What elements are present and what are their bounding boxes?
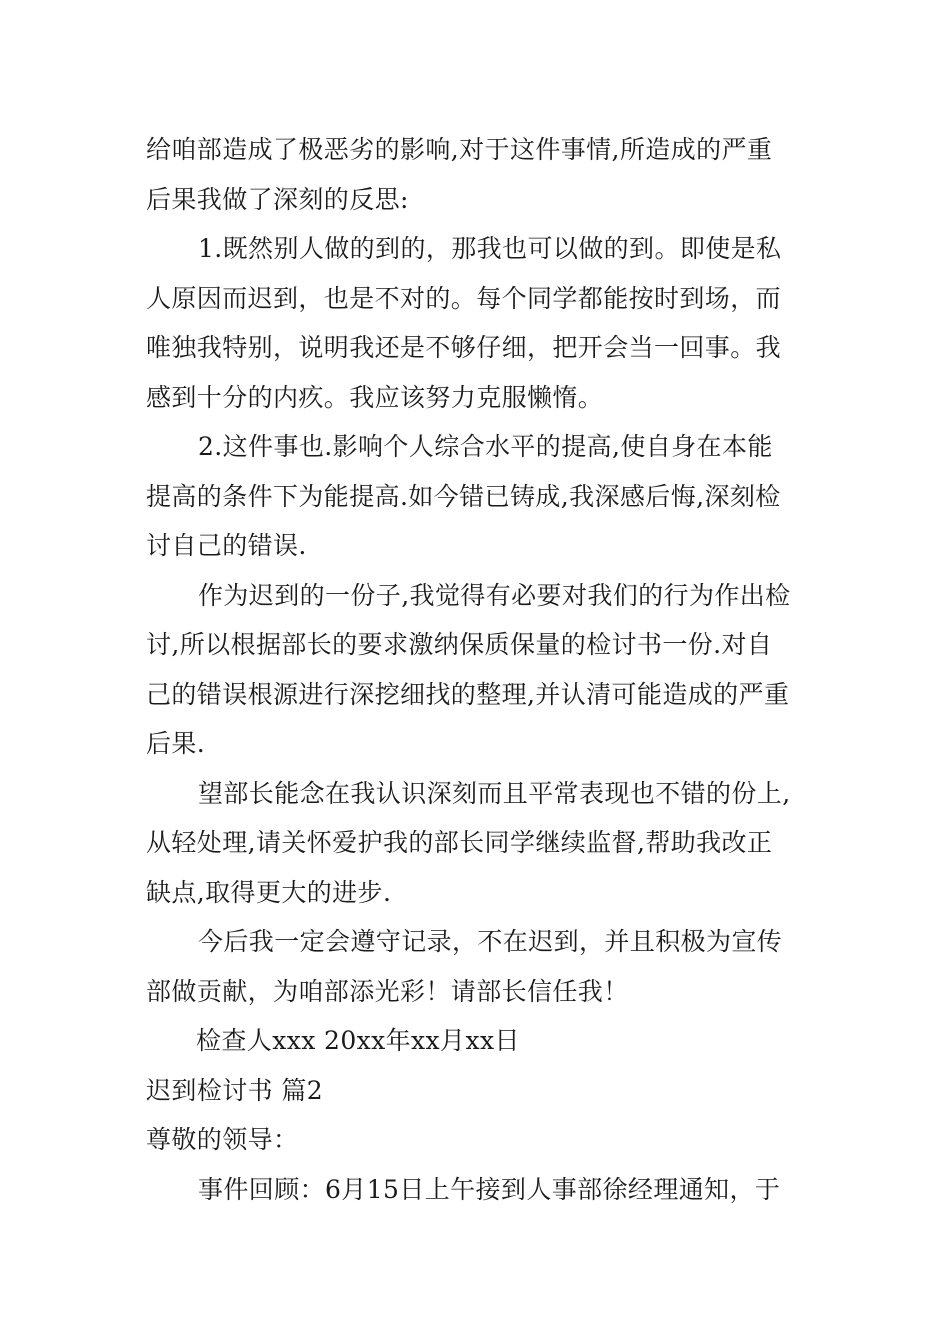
text-line: 感到十分的内疚。我应该努力克服懒惰。 [146,382,604,412]
document-body [146,125,810,1214]
text-line: 讨自己的错误. [146,531,307,560]
salutation: 尊敬的领导： [146,1125,299,1154]
text-line: 作为迟到的一份子,我觉得有必要对我们的行为作出检 [198,580,791,610]
section-title: 迟到检讨书 篇2 [146,1075,324,1105]
text-line: 从轻处理,请关怀爱护我的部长同学继续监督,帮助我改正 [146,828,773,857]
text-line: 提高的条件下为能提高.如今错已铸成,我深感后悔,深刻检 [146,481,781,511]
text-line: 今后我一定会遵守记录，不在迟到，并且积极为宣传 [198,927,783,956]
signature-line: 检查人xxx 20xx年xx月xx日 [196,1026,520,1055]
text-line: 讨,所以根据部长的要求激纳保质保量的检讨书一份.对自 [146,630,773,659]
text-line: 1.既然别人做的到的，那我也可以做的到。即使是私 [198,234,782,263]
text-line: 缺点,取得更大的进步. [146,877,392,907]
text-line: 唯独我特别，说明我还是不够仔细，把开会当一回事。我 [146,333,782,362]
text-line: 2.这件事也.影响个人综合水平的提高,使自身在本能 [198,432,773,461]
text-line: 人原因而迟到，也是不对的。每个同学都能按时到场，而 [146,283,782,313]
text-line: 望部长能念在我认识深刻而且平常表现也不错的份上, [198,778,791,808]
text-line: 事件回顾：6月15日上午接到人事部徐经理通知，于 [198,1174,781,1204]
text-line: 己的错误根源进行深挖细找的整理,并认清可能造成的严重 [146,679,790,709]
text-line: 给咱部造成了极恶劣的影响,对于这件事情,所造成的严重 [146,135,773,164]
text-line: 后果我做了深刻的反思: [146,184,409,214]
text-line: 后果. [146,729,206,758]
text-line: 部做贡献，为咱部添光彩！请部长信任我！ [146,976,629,1006]
